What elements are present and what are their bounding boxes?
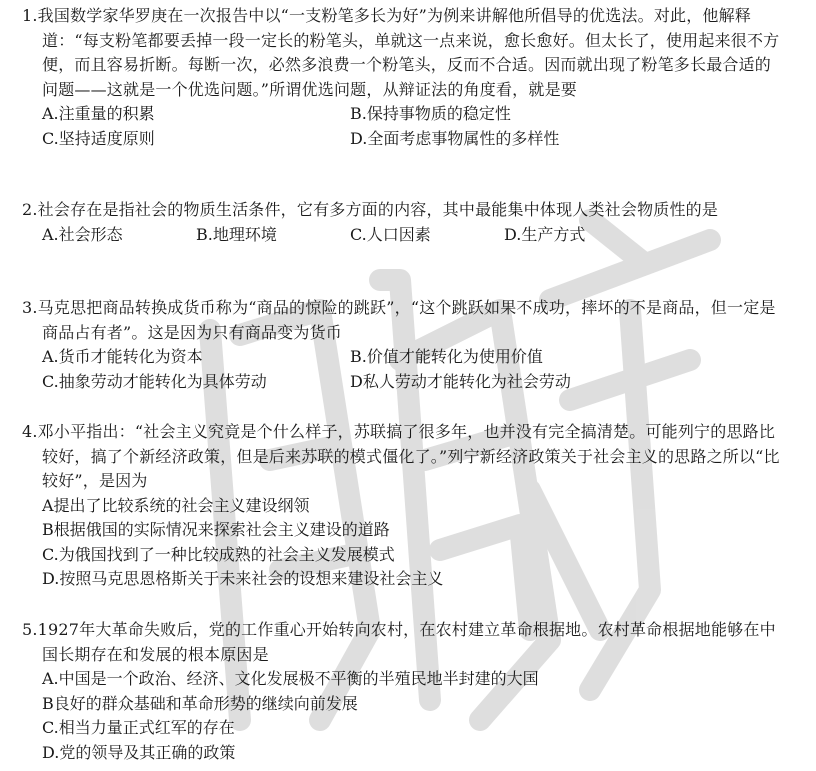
option-c: C.人口因素 xyxy=(350,224,431,244)
question-4 xyxy=(22,420,782,592)
option-a: A.货币才能转化为资本 xyxy=(42,347,203,366)
question-5-options xyxy=(22,667,782,765)
option-d: D.生产方式 xyxy=(504,224,586,244)
option-d: D.按照马克思恩格斯关于未来社会的设想来建设社会主义 xyxy=(42,569,444,588)
question-4-stem: 4.邓小平指出：“社会主义究竟是个什么样子，苏联搞了很多年，也并没有完全搞清楚。可能列宁的思路比较好，搞了个新经济政策，但是后来苏联的模式僵化了。”列宁新经济政策关于社会主义的思路之所以“比较好”，是因为 xyxy=(22,422,780,490)
option-d: D.党的领导及其正确的政策 xyxy=(42,742,236,762)
option-d: D私人劳动才能转化为社会劳动 xyxy=(350,371,571,391)
question-4-options xyxy=(22,494,782,592)
question-5 xyxy=(22,618,782,765)
option-b: B.保持事物质的稳定性 xyxy=(350,104,511,123)
option-a: A.注重量的积累 xyxy=(42,104,155,123)
option-b: B根据俄国的实际情况来探索社会主义建设的道路 xyxy=(42,520,390,539)
question-3 xyxy=(22,296,782,394)
question-1-stem: 1.我国数学家华罗庚在一次报告中以“一支粉笔多长为好”为例来讲解他所倡导的优选法。对此，他解释道：“每支粉笔都要丢掉一段一定长的粉笔头，单就这一点来说，愈长愈好。但太长了，使用起来很不方便，而且容易折断。每断一次，必然多浪费一个粉笔头，反而不合适。因而就出现了粉笔多长最合适的问题——这就是一个优选问题。”所谓优选问题，从辩证法的角度看，就是要 xyxy=(22,6,780,99)
option-a: A.中国是一个政治、经济、文化发展极不平衡的半殖民地半封建的大国 xyxy=(42,669,539,688)
question-2-stem: 2.社会存在是指社会的物质生活条件，它有多方面的内容，其中最能集中体现人类社会物质性的是 xyxy=(22,200,719,219)
option-b: B.地理环境 xyxy=(196,224,277,244)
option-b: B良好的群众基础和革命形势的继续向前发展 xyxy=(42,693,358,713)
question-3-stem: 3.马克思把商品转换成货币称为“商品的惊险的跳跃”，“这个跳跃如果不成功，摔坏的不是商品，但一定是商品占有者”。这是因为只有商品变为货币 xyxy=(22,298,776,342)
question-1 xyxy=(22,4,782,151)
option-c: C.抽象劳动才能转化为具体劳动 xyxy=(42,371,267,391)
question-2-options xyxy=(22,223,782,248)
question-1-options xyxy=(22,102,782,151)
option-c: C.相当力量正式红军的存在 xyxy=(42,718,235,737)
question-5-stem: 5.1927年大革命失败后，党的工作重心开始转向农村，在农村建立革命根据地。农村革命根据地能够在中国长期存在和发展的根本原因是 xyxy=(22,620,776,664)
question-2 xyxy=(22,198,782,247)
option-b: B.价值才能转化为使用价值 xyxy=(350,347,543,366)
option-c: C.为俄国找到了一种比较成熟的社会主义发展模式 xyxy=(42,544,395,564)
option-c: C.坚持适度原则 xyxy=(42,128,155,148)
option-a: A.社会形态 xyxy=(42,224,123,244)
question-3-options xyxy=(22,345,782,394)
option-d: D.全面考虑事物属性的多样性 xyxy=(350,128,560,148)
option-a: A提出了比较系统的社会主义建设纲领 xyxy=(42,495,310,515)
